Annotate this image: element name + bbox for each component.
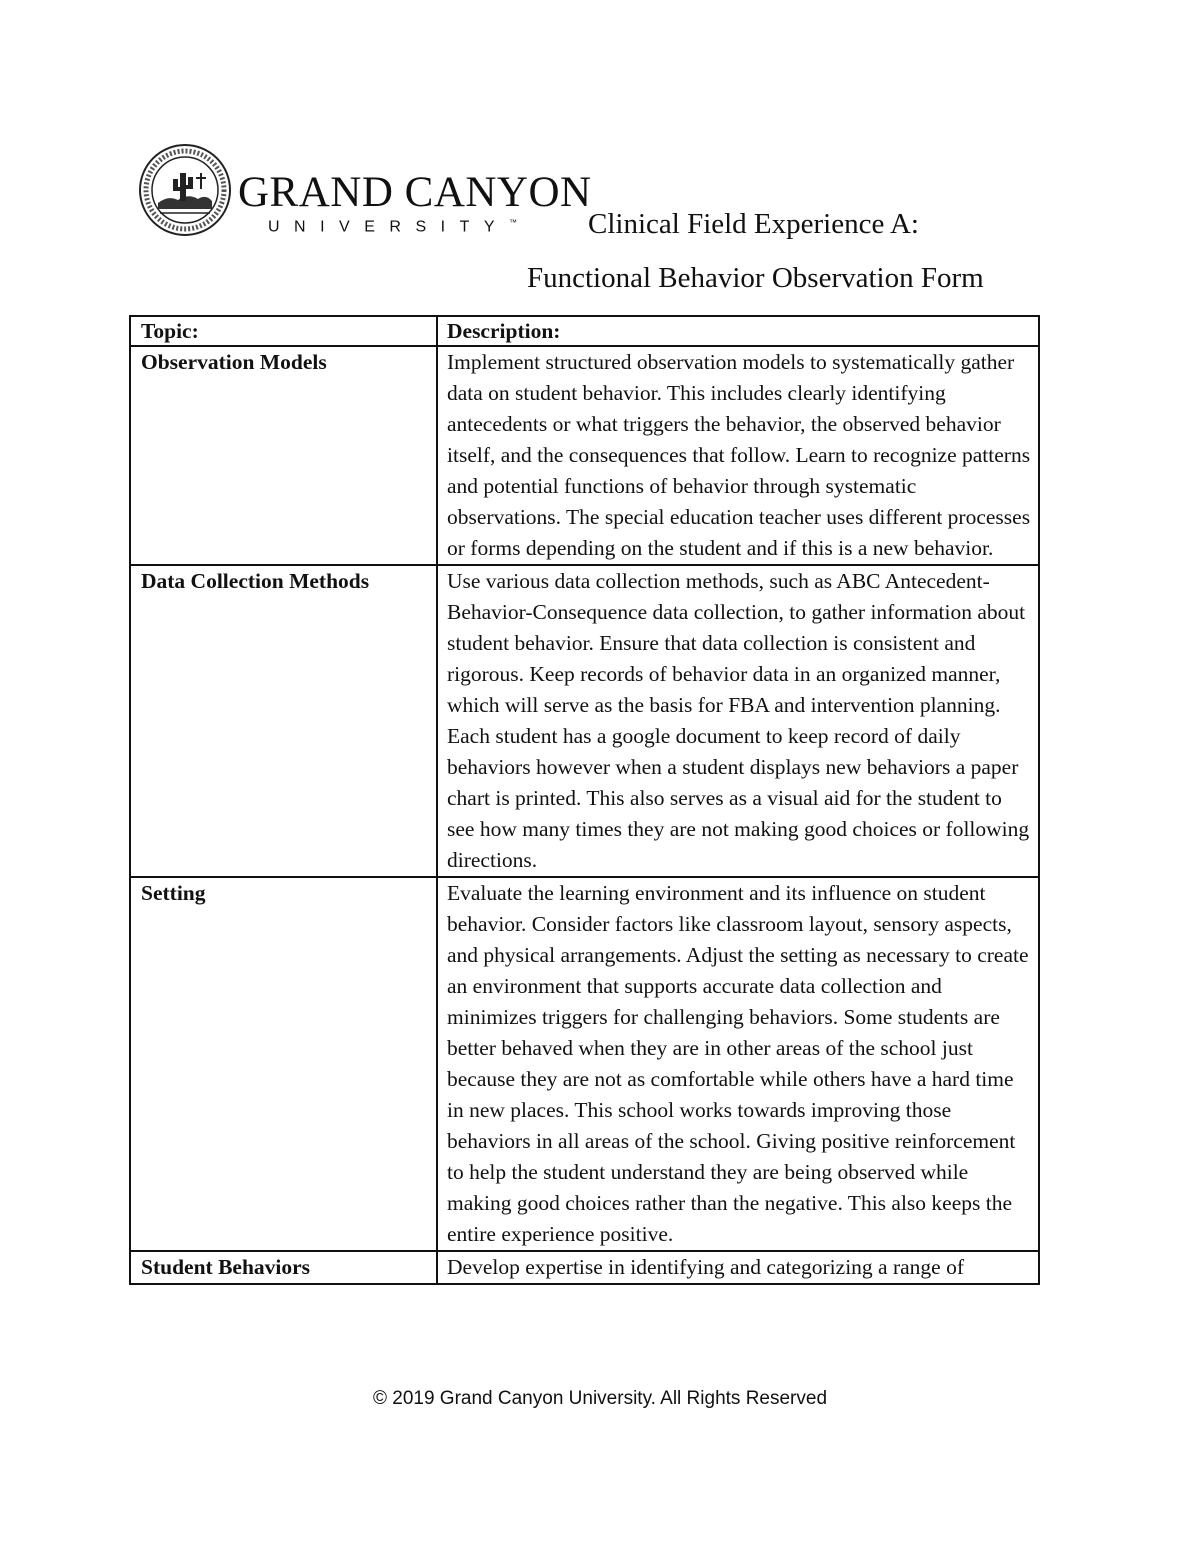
table-row (130, 1251, 1039, 1284)
page-title-line1: Clinical Field Experience A: (588, 208, 919, 240)
row-description: Develop expertise in identifying and categorizing a range of (437, 1251, 1039, 1284)
page-title-line2: Functional Behavior Observation Form (527, 262, 984, 294)
row-topic: Setting (130, 877, 437, 1251)
table-header-row (130, 316, 1039, 346)
logo-wordmark: GRAND CANYON (238, 169, 592, 216)
table-row (130, 346, 1039, 565)
row-description: Evaluate the learning environment and its influence on student behavior. Consider factors like classroom layout, sensory aspects, and physical arrangements. Adjust the setting as necessary to create an environment that supports accurate data collection and minimizes triggers for challenging behaviors. Some students are better behaved when they are in other areas of the school just because they are not as comfortable while others have a hard time in new places. This school works towards improving those behaviors in all areas of the school. Giving positive reinforcement to help the student understand they are being observed while making good choices rather than the negative. This also keeps the entire experience positive. (437, 877, 1039, 1251)
header-topic: Topic: (130, 316, 437, 346)
copyright-footer: © 2019 Grand Canyon University. All Rights Reserved (372, 1388, 828, 1409)
trademark-symbol: ™ (509, 218, 518, 227)
university-seal-icon (138, 143, 232, 237)
row-description: Use various data collection methods, such as ABC Antecedent-Behavior-Consequence data collection, to gather information about student behavior. Ensure that data collection is consistent and rigorous. Keep records of behavior data in an organized manner, which will serve as the basis for FBA and intervention planning. Each student has a google document to keep record of daily behaviors however when a student displays new behaviors a paper chart is printed. This also serves as a visual aid for the student to see how many times they are not making good choices or following directions. (437, 565, 1039, 877)
row-topic: Student Behaviors (130, 1251, 437, 1284)
row-topic: Data Collection Methods (130, 565, 437, 877)
table-row (130, 877, 1039, 1251)
row-description: Implement structured observation models to systematically gather data on student behavior. This includes clearly identifying antecedents or what triggers the behavior, the observed behavior itself, and the consequences that follow. Learn to recognize patterns and potential functions of behavior through systematic observations. The special education teacher uses different processes or forms depending on the student and if this is a new behavior. (437, 346, 1039, 565)
university-logo (138, 141, 592, 241)
header-description: Description: (437, 316, 1039, 346)
row-topic: Observation Models (130, 346, 437, 565)
logo-subtitle: UNIVERSITY (268, 218, 510, 236)
table-row (130, 565, 1039, 877)
observation-form-table (129, 315, 1040, 1285)
